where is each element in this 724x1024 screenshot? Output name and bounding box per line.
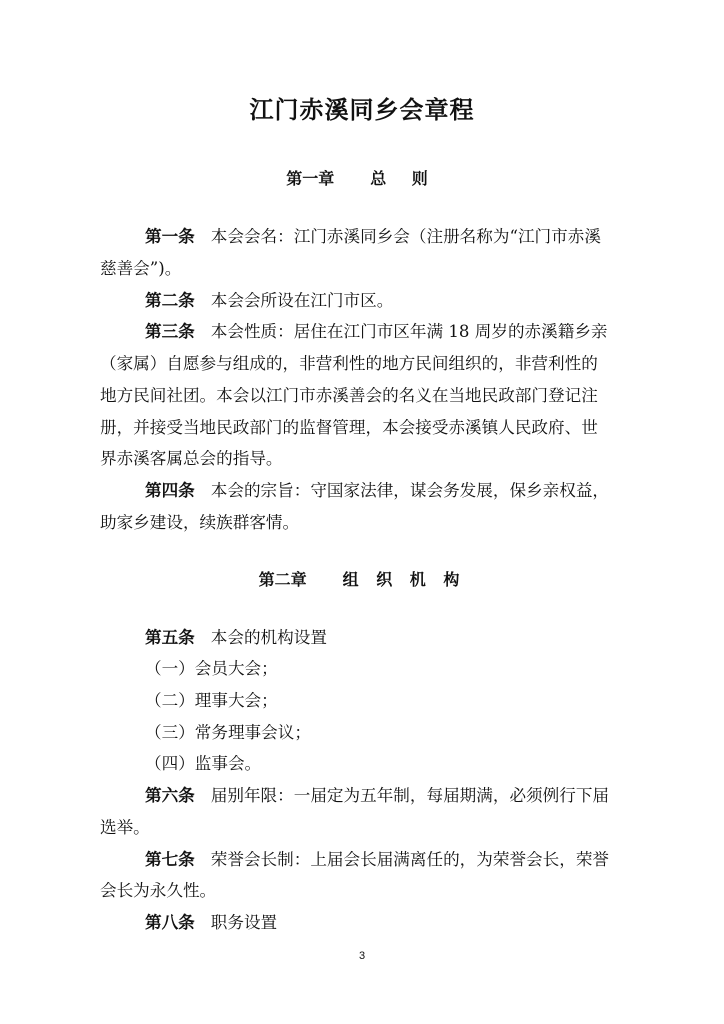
article-1-text: 本会会名：江门赤溪同乡会（注册名称为“江门市赤溪 xyxy=(210,227,601,246)
article-6-line-2: 选举。 xyxy=(100,818,150,837)
article-2-label: 第二条 xyxy=(145,291,195,310)
article-2-text: 本会会所设在江门市区。 xyxy=(210,291,394,310)
chapter-1-heading xyxy=(0,166,724,189)
article-5-label: 第五条 xyxy=(145,628,195,647)
article-3-line-1 xyxy=(145,322,670,342)
chapter-1-number: 第一章 xyxy=(286,169,335,188)
article-1-label: 第一条 xyxy=(145,227,195,246)
article-3-line-2: （家属）自愿参与组成的，非营利性的地方民间组织的，非营利性的 xyxy=(100,354,598,373)
document-title: 江门赤溪同乡会章程 xyxy=(249,96,475,124)
list-item: （一）会员大会； xyxy=(145,659,278,678)
chapter-2-heading xyxy=(0,567,724,590)
article-4-line-1 xyxy=(145,481,670,501)
article-1-line-2: 慈善会”)。 xyxy=(100,259,182,278)
chapter-2-number: 第二章 xyxy=(258,570,307,589)
article-8-line-1 xyxy=(145,913,670,933)
list-item: （三）常务理事会议； xyxy=(145,723,311,742)
article-6-label: 第六条 xyxy=(145,786,195,805)
list-item: （二）理事大会； xyxy=(145,691,278,710)
article-8-label: 第八条 xyxy=(145,913,195,932)
article-5-text: 本会的机构设置 xyxy=(210,628,327,647)
article-4-label: 第四条 xyxy=(145,481,195,500)
list-item: （四）监事会。 xyxy=(145,754,262,773)
article-7-text: 荣誉会长制：上届会长届满离任的，为荣誉会长，荣誉 xyxy=(210,850,610,869)
article-3-line-4: 册，并接受当地民政部门的监督管理，本会接受赤溪镇人民政府、世 xyxy=(100,418,598,437)
article-6-text: 届别年限：一届定为五年制，每届期满，必须例行下届 xyxy=(210,786,610,805)
article-8-text: 职务设置 xyxy=(210,913,278,932)
article-6-line-1 xyxy=(145,786,670,806)
chapter-1-name: 总 则 xyxy=(370,169,438,188)
article-3-label: 第三条 xyxy=(145,322,195,341)
article-3-line-3: 地方民间社团。本会以江门市赤溪善会的名义在当地民政部门登记注 xyxy=(100,386,598,405)
article-7-line-1 xyxy=(145,850,670,870)
article-4-line-2: 助家乡建设，续族群客情。 xyxy=(100,513,300,532)
chapter-2-name: 组 织 机 构 xyxy=(342,570,466,589)
article-5-line-1 xyxy=(145,628,670,648)
article-3-line-5: 界赤溪客属总会的指导。 xyxy=(100,449,283,468)
page-number: 3 xyxy=(358,950,366,962)
article-4-text: 本会的宗旨：守国家法律，谋会务发展，保乡亲权益， xyxy=(210,481,610,500)
article-3-text: 本会性质：居住在江门市区年满 18 周岁的赤溪籍乡亲 xyxy=(210,322,608,341)
article-1-line-1 xyxy=(145,227,670,247)
article-7-label: 第七条 xyxy=(145,850,195,869)
article-7-line-2: 会长为永久性。 xyxy=(100,881,217,900)
article-2-line-1 xyxy=(145,291,670,311)
